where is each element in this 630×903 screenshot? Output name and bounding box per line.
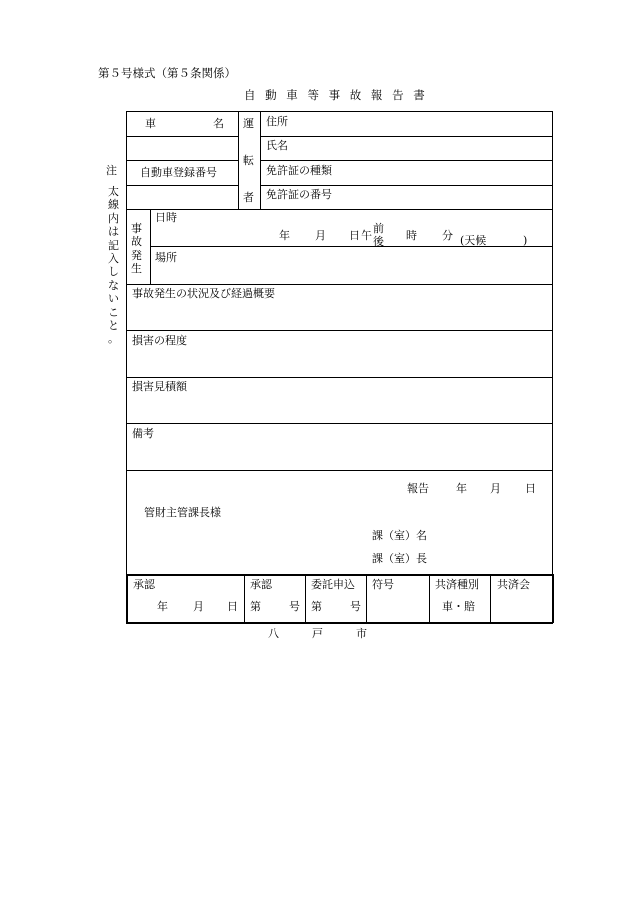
- situation-label: 事故発生の状況及び経過概要: [132, 287, 275, 300]
- note-char: 。: [108, 332, 119, 346]
- accident-day-label: 日: [349, 229, 360, 242]
- dept-name-label: 課（室）名: [372, 529, 427, 542]
- note-char: い: [108, 292, 119, 306]
- note-char: こ: [108, 305, 119, 319]
- dept-head-label: 課（室）長: [372, 552, 427, 565]
- accident-side-char: 生: [131, 262, 142, 276]
- report-year-label: 年: [456, 482, 467, 495]
- vehicle-registration-label: 自動車登録番号: [140, 166, 217, 179]
- note-label: 注: [106, 164, 117, 177]
- accident-before-label: 前: [373, 222, 384, 235]
- table-top-border: [126, 111, 553, 112]
- license-number-label: 免許証の番号: [266, 188, 332, 201]
- accident-side-char: 故: [131, 235, 142, 249]
- grid-line: [126, 423, 553, 424]
- driver-name-label: 氏名: [266, 139, 288, 152]
- form-number: 第５号様式（第５条関係）: [98, 66, 236, 80]
- accident-datetime-label: 日時: [155, 211, 177, 224]
- approval2-label: 承認: [250, 578, 272, 591]
- note-char: 太: [108, 185, 119, 198]
- note-char: と: [108, 319, 119, 333]
- table-left-border: [126, 111, 127, 623]
- mutual-type-value: 車・賠: [442, 600, 475, 613]
- report-day-label: 日: [525, 482, 536, 495]
- consign-no-suffix: 号: [350, 600, 361, 613]
- accident-ampm-label: 午: [361, 229, 372, 242]
- report-month-label: 月: [490, 482, 501, 495]
- accident-month-label: 月: [315, 229, 326, 242]
- accident-side-char: 事: [131, 222, 142, 235]
- grid-line: [260, 185, 552, 186]
- grid-line: [126, 284, 553, 285]
- grid-line: [490, 575, 491, 622]
- note-char: 内: [108, 211, 119, 225]
- grid-line: [150, 246, 553, 247]
- vehicle-name-label-a: 車: [145, 117, 156, 130]
- accident-place-label: 場所: [155, 251, 177, 264]
- grid-line: [260, 160, 552, 161]
- grid-line: [126, 377, 553, 378]
- grid-line: [126, 136, 238, 137]
- grid-line: [126, 160, 238, 161]
- accident-side-char: 発: [131, 248, 142, 262]
- weather-open-label: (天候: [460, 234, 487, 247]
- admin-top-border: [126, 574, 553, 576]
- remarks-label: 備考: [132, 427, 154, 440]
- grid-line: [429, 575, 430, 622]
- damage-label: 損害の程度: [132, 334, 187, 347]
- approval1-day-label: 日: [227, 600, 238, 613]
- grid-line: [126, 209, 553, 210]
- note-char: 記: [108, 238, 119, 252]
- driver-label-3: 者: [243, 191, 254, 204]
- note-char: 入: [108, 252, 119, 266]
- approval2-no-prefix: 第: [250, 600, 261, 613]
- license-type-label: 免許証の種類: [266, 164, 332, 177]
- estimate-label: 損害見積額: [132, 380, 187, 393]
- accident-after-label: 後: [373, 235, 384, 248]
- code-label: 符号: [372, 578, 394, 591]
- note-char: は: [108, 225, 119, 239]
- approval1-month-label: 月: [193, 600, 204, 613]
- driver-label-1: 運: [243, 117, 254, 130]
- approval1-year-label: 年: [157, 600, 168, 613]
- approval2-no-suffix: 号: [289, 600, 300, 613]
- grid-line: [238, 111, 239, 209]
- accident-year-label: 年: [279, 229, 290, 242]
- grid-line: [366, 575, 367, 622]
- approval1-label: 承認: [133, 578, 155, 591]
- grid-line: [126, 330, 553, 331]
- grid-line: [260, 136, 552, 137]
- admin-right-border: [552, 574, 554, 623]
- accident-minute-label: 分: [442, 229, 453, 242]
- mutual-type-label: 共済種別: [435, 578, 479, 591]
- vehicle-name-label-b: 名: [213, 117, 224, 130]
- grid-line: [305, 575, 306, 622]
- form-title: 自 動 車 等 事 故 報 告 書: [244, 88, 428, 102]
- accident-side-label: [131, 222, 142, 276]
- mutual-assoc-label: 共済会: [497, 578, 530, 591]
- note-char: し: [108, 265, 119, 279]
- admin-left-border: [126, 574, 128, 623]
- grid-line: [126, 470, 553, 471]
- table-right-border: [552, 111, 553, 575]
- grid-line: [244, 575, 245, 622]
- driver-label-2: 転: [243, 154, 254, 167]
- note-char: 線: [108, 198, 119, 212]
- admin-bottom-border: [126, 622, 553, 624]
- grid-line: [126, 185, 238, 186]
- report-addressee: 管財主管課長様: [144, 506, 221, 519]
- note-char: な: [108, 278, 119, 292]
- consign-no-prefix: 第: [311, 600, 322, 613]
- accident-hour-label: 時: [406, 229, 417, 242]
- note-vertical-text: [108, 185, 119, 346]
- report-label: 報告: [407, 482, 429, 495]
- city-name: 八 戸 市: [268, 627, 367, 640]
- weather-close-label: ): [523, 234, 528, 247]
- driver-address-label: 住所: [266, 115, 288, 128]
- consign-label: 委託申込: [311, 578, 355, 591]
